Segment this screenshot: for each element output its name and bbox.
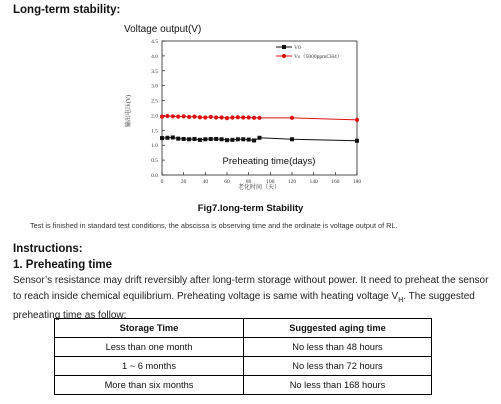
x-tick-label: 80	[245, 179, 252, 185]
paragraph-text-1: Sensor’s resistance may drift reversibly after long-term storage without power. It need to preheat the sensor to reach inside chemical equilibrium. Preheating voltage is same with heating voltage V	[13, 275, 489, 302]
chart-svg	[120, 20, 370, 192]
data-point-v0	[193, 137, 197, 141]
y-axis-label-cn: 输出电压(V)	[126, 94, 132, 128]
data-point-v0	[290, 137, 294, 141]
data-point-vs	[187, 115, 191, 119]
chart-y-title: Voltage output(V)	[124, 24, 202, 35]
legend-label: V0	[294, 45, 301, 51]
y-tick-label: 1.0	[151, 143, 158, 150]
data-point-vs	[241, 115, 245, 119]
x-tick-label: 160	[331, 179, 340, 185]
y-tick-label: 0.0	[151, 173, 158, 179]
x-tick-label: 180	[352, 179, 362, 185]
table-row	[55, 376, 432, 395]
y-tick-label: 4.0	[151, 53, 158, 60]
table-cell: No less than 168 hours	[244, 376, 432, 395]
x-axis-label-cn: 老化时间（天）	[237, 185, 281, 191]
data-point-vs	[355, 118, 359, 122]
instructions-title: Instructions:	[13, 243, 83, 255]
x-tick-label: 0	[160, 179, 164, 185]
y-tick-label: 4.5	[151, 39, 158, 45]
data-point-vs	[209, 115, 213, 119]
table-cell: No less than 48 hours	[244, 338, 432, 357]
legend-marker	[282, 45, 286, 49]
preheating-subtitle: 1. Preheating time	[13, 259, 113, 271]
data-point-v0	[160, 136, 164, 140]
data-point-v0	[236, 137, 240, 141]
data-point-vs	[198, 115, 202, 119]
figure-caption: Fig7.long-term Stability	[197, 203, 304, 214]
y-tick-label: 1.5	[151, 128, 158, 135]
data-point-v0	[225, 138, 229, 142]
data-point-v0	[182, 137, 186, 141]
table-header-aging: Suggested aging time	[244, 319, 432, 338]
data-point-v0	[214, 137, 218, 141]
data-point-v0	[176, 137, 180, 141]
data-point-v0	[171, 135, 175, 139]
paragraph-subscript: H	[398, 296, 404, 304]
figure-note: Test is finished in standard test conditions, the abscissa is observing time and the ordinate is voltage output of RL.	[30, 221, 398, 230]
y-tick-label: 2.5	[151, 98, 158, 105]
x-tick-label: 20	[180, 179, 187, 185]
data-point-vs	[182, 114, 186, 118]
data-point-v0	[203, 137, 207, 141]
aging-table	[54, 318, 432, 395]
stability-chart	[120, 20, 370, 192]
data-point-v0	[355, 139, 359, 143]
data-point-v0	[198, 138, 202, 142]
data-point-vs	[219, 115, 223, 119]
x-tick-label: 60	[224, 179, 230, 185]
x-tick-label: 140	[309, 179, 318, 185]
data-point-v0	[165, 136, 169, 140]
table-row	[55, 357, 432, 376]
data-point-vs	[165, 114, 169, 118]
table-cell: No less than 72 hours	[244, 357, 432, 376]
data-point-vs	[225, 116, 229, 120]
table-cell: 1 ~ 6 months	[55, 357, 244, 376]
data-point-v0	[230, 138, 234, 142]
data-point-v0	[241, 137, 245, 141]
x-tick-label: 120	[287, 179, 297, 185]
paragraph-text-2: . The suggested preheating time as follow:	[13, 290, 475, 321]
legend-label: Vs（5000ppmCH4）	[294, 54, 343, 60]
data-point-vs	[236, 115, 240, 119]
data-point-vs	[230, 115, 234, 119]
data-point-v0	[220, 137, 224, 141]
data-point-vs	[171, 114, 175, 118]
data-point-v0	[209, 137, 213, 141]
table-cell: Less than one month	[55, 338, 244, 357]
data-point-vs	[192, 115, 196, 119]
table-cell: More than six months	[55, 376, 244, 395]
section-title: Long-term stability:	[13, 4, 121, 16]
data-point-vs	[252, 116, 256, 120]
data-point-vs	[290, 116, 294, 120]
y-tick-label: 2.0	[151, 113, 158, 120]
legend-marker	[282, 54, 286, 58]
data-point-vs	[247, 115, 251, 119]
table-header-storage: Storage Time	[55, 319, 244, 338]
data-point-v0	[258, 136, 262, 140]
data-point-vs	[160, 115, 164, 119]
y-tick-label: 3.5	[151, 68, 158, 75]
preheating-paragraph	[13, 273, 497, 324]
x-tick-label: 100	[266, 179, 275, 185]
data-point-v0	[247, 138, 251, 142]
y-tick-label: 3.0	[151, 83, 158, 90]
table-header-row	[55, 319, 432, 338]
data-point-vs	[203, 115, 207, 119]
x-tick-label: 40	[202, 179, 209, 185]
data-point-vs	[176, 115, 180, 119]
plot-frame	[162, 41, 357, 175]
y-tick-label: 0.5	[151, 158, 158, 165]
data-point-v0	[252, 138, 256, 142]
data-point-v0	[187, 137, 191, 141]
data-point-vs	[257, 116, 261, 120]
data-point-vs	[214, 115, 218, 119]
x-axis-annotation: Preheating time(days)	[222, 156, 316, 167]
table-row	[55, 338, 432, 357]
